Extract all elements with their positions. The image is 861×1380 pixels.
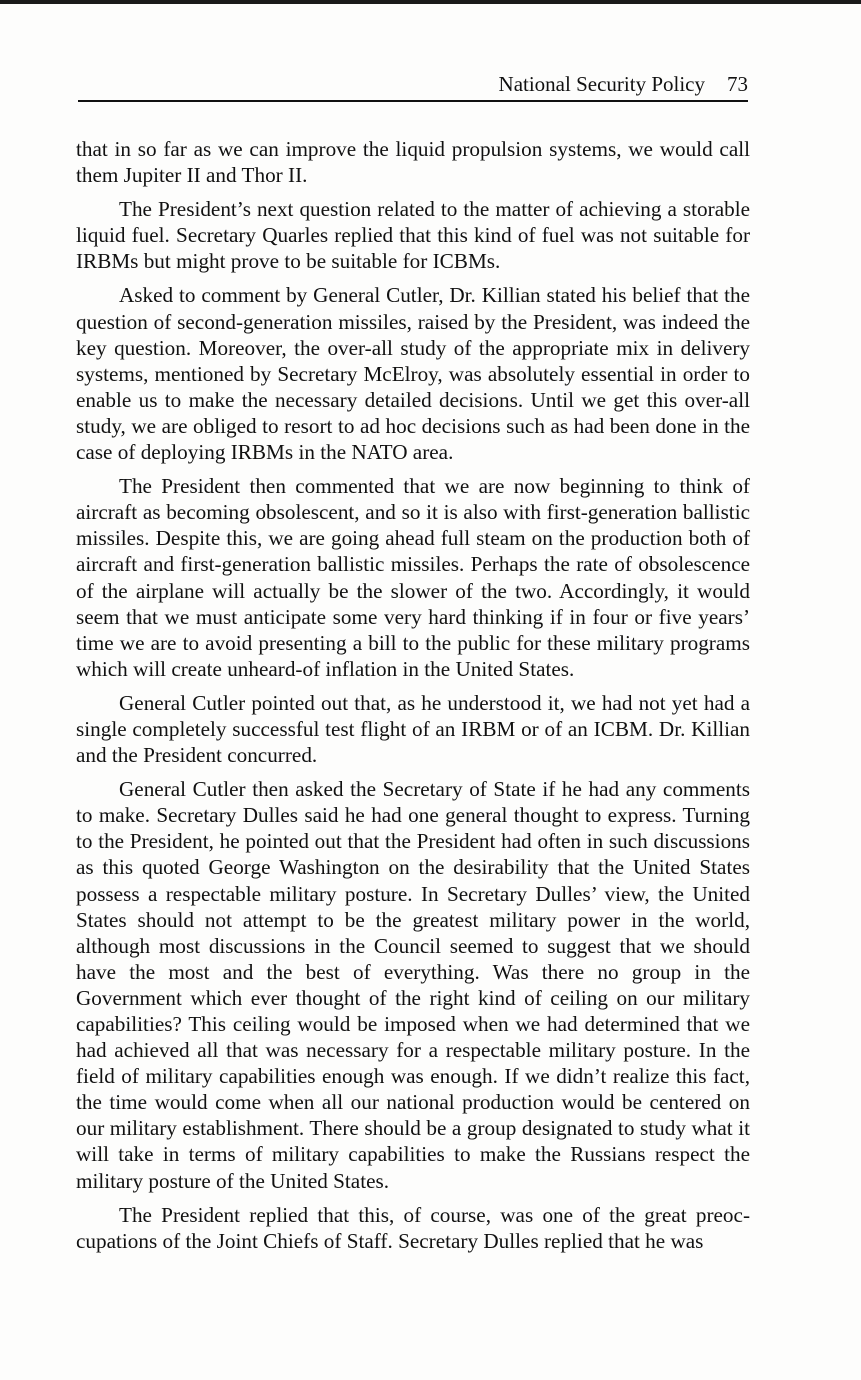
page-number: 73 xyxy=(727,72,748,96)
paragraph: The President’s next question related to the matter of achieving a storable liquid fuel. Secretary Quarles replied that this kind of fuel was not suitable for IRBMs but might prove to be suitable for ICBMs. xyxy=(76,197,750,274)
header-rule xyxy=(78,100,748,102)
paragraph: General Cutler pointed out that, as he understood it, we had not yet had a single completely successful test flight of an IRBM or of an ICBM. Dr. Killian and the President concurred. xyxy=(76,690,750,768)
paragraph: Asked to comment by General Cutler, Dr. Killian stated his belief that the question of second-generation missiles, raised by the President, was indeed the key question. Moreover, the over-all study of the appropriate mix in delivery systems, mentioned by Secretary McElroy, was absolutely essential in order to enable us to make the necessary detailed decisions. Until we get this over-all study, we are obliged to resort to ad hoc decisions such as had been done in the case of deploying IRBMs in the NATO area. xyxy=(76,283,750,465)
running-head-title: National Security Policy xyxy=(498,72,705,96)
running-head xyxy=(78,72,748,98)
paragraph: General Cutler then asked the Secretary of State if he had any comments to make. Secretary Dulles said he had one general thought to express. Turning to the President, he pointed out that the President had often in such discussions as this quoted George Washington on the desirability that the United States possess a respectable military posture. In Secretary Dulles’ view, the United States should not attempt to be the greatest military power in the world, although most discussions in the Council seemed to suggest that we should have the most and the best of everything. Was there no group in the Government which ever thought of the right kind of ceiling on our military capabilities? This ceiling would be imposed when we had determined that we had achieved all that was necessary for a respectable military posture. In the field of military capabilities enough was enough. If we didn’t realize this fact, the time would come when all our national production would be centered on our military establishment. There should be a group designated to study what it will take in terms of military capabilities to make the Russians respect the military posture of the United States. xyxy=(76,777,750,1193)
paragraph: The President then commented that we are now beginning to think of aircraft as becoming obsolescent, and so it is also with first-generation ballistic missiles. Despite this, we are going ahead full steam on the production both of aircraft and first-generation ballistic missiles. Perhaps the rate of obsolescence of the airplane will actually be the slower of the two. Accordingly, it would seem that we must anticipate some very hard thinking if in four or five years’ time we are to avoid presenting a bill to the public for these military programs which will create unheard-of inflation in the United States. xyxy=(76,474,750,681)
scan-top-edge xyxy=(0,0,861,4)
paragraph-continuation: that in so far as we can improve the liquid propulsion systems, we would call them Jupiter II and Thor II. xyxy=(76,137,750,188)
body-text xyxy=(76,136,750,1262)
paragraph: The President replied that this, of course, was one of the great preoccupations of the Joint Chiefs of Staff. Secretary Dulles replied that he was xyxy=(76,1202,750,1253)
